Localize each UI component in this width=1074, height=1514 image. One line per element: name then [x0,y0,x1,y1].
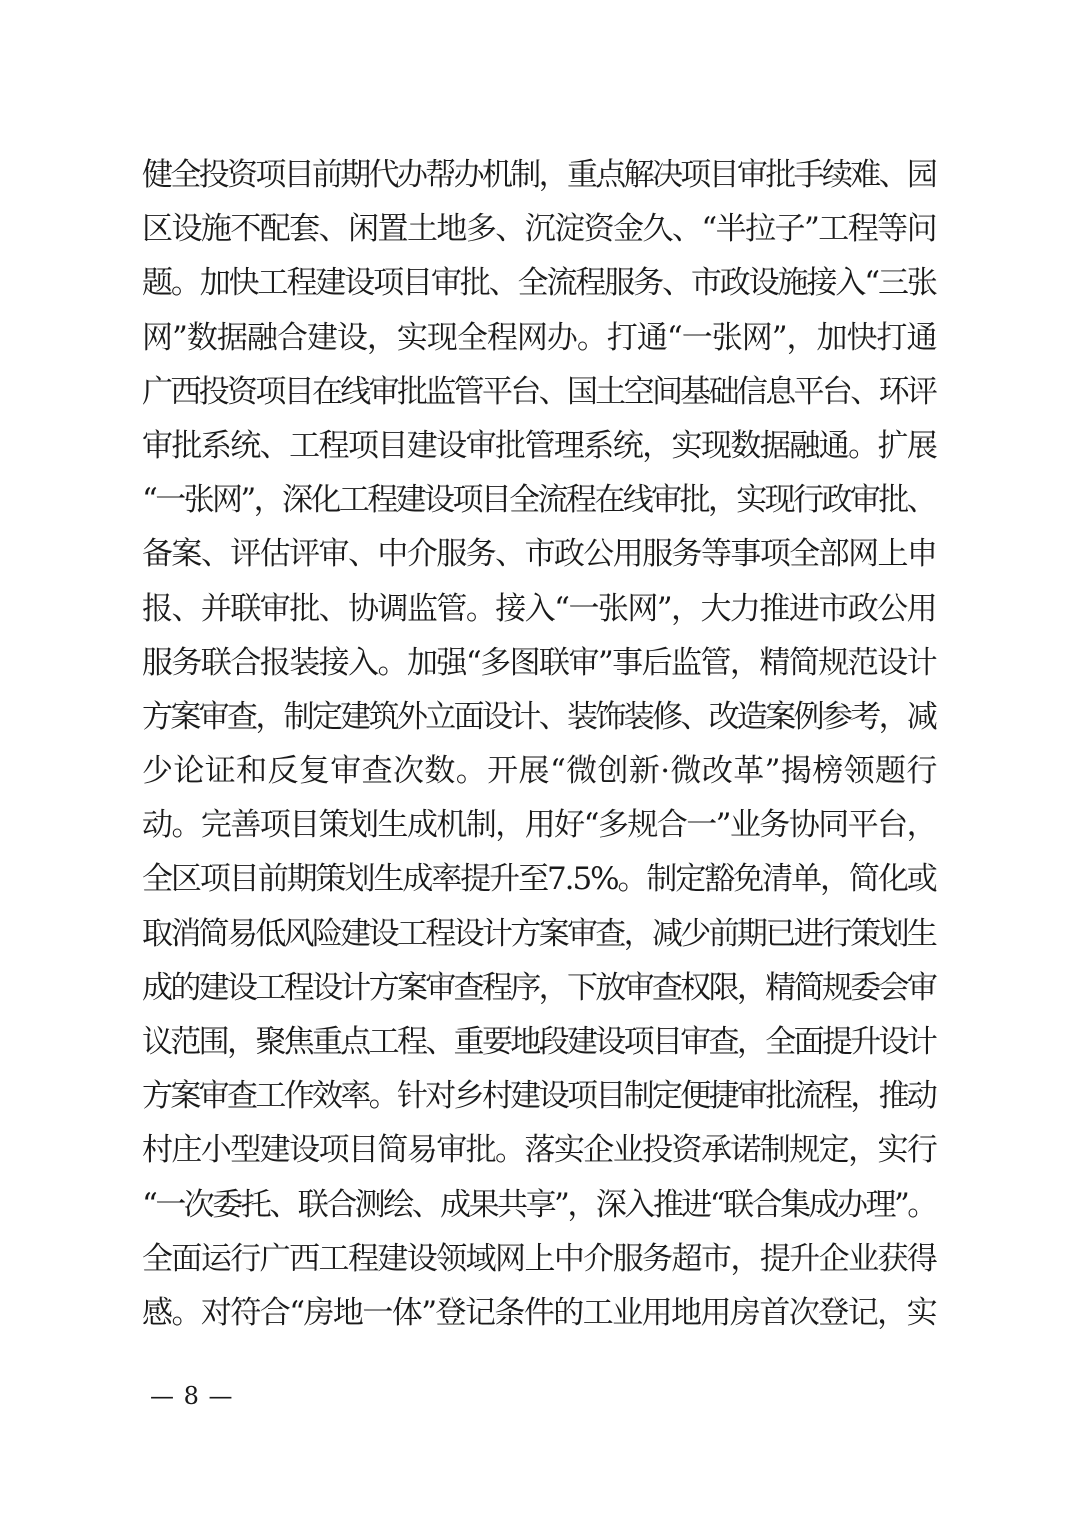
text-line: “一次委托、联合测绘、成果共享”，深入推进“联合集成办理”。 [142,1186,936,1223]
text-line: 少论证和反复审查次数。开展“微创新·微改革”揭榜领题行 [142,753,938,790]
text-line: 报、并联审批、协调监管。接入“一张网”，大力推进市政公用 [142,590,937,627]
text-line: 健全投资项目前期代办帮办机制，重点解决项目审批手续难、园 [142,157,936,193]
text-line: 网”数据融合建设，实现全程网办。打通“一张网”，加快打通 [142,319,937,356]
text-line: 感。对符合“房地一体”登记条件的工业用地用房首次登记，实 [142,1294,937,1331]
text-line: 题。加快工程建设项目审批、全流程服务、市政设施接入“三张 [142,265,936,302]
text-line: 方案审查工作效率。针对乡村建设项目制定便捷审批流程，推动 [142,1078,936,1115]
text-line: 议范围，聚焦重点工程、重要地段建设项目审查，全面提升设计 [142,1024,936,1060]
text-line: “一张网”，深化工程建设项目全流程在线审批，实现行政审批、 [142,482,936,519]
text-line: 区设施不配套、闲置土地多、沉淀资金久、“半拉子”工程等问 [142,211,937,248]
text-line: 审批系统、工程项目建设审批管理系统，实现数据融通。扩展 [142,427,937,464]
text-line: 取消简易低风险建设工程设计方案审查，减少前期已进行策划生 [142,915,936,952]
text-line: 备案、评估评审、中介服务、市政公用服务等事项全部网上申 [142,536,937,573]
page-number: — 8 — [150,1382,234,1410]
text-line: 服务联合报装接入。加强“多图联审”事后监管，精简规范设计 [142,644,937,681]
text-line: 广西投资项目在线审批监管平台、国土空间基础信息平台、环评 [142,373,936,410]
text-line: 村庄小型建设项目简易审批。落实企业投资承诺制规定，实行 [142,1132,937,1169]
text-line: 动。完善项目策划生成机制，用好“多规合一”业务协同平台， [142,807,937,844]
text-line: 全面运行广西工程建设领域网上中介服务超市，提升企业获得 [142,1240,937,1277]
text-line: 方案审查，制定建筑外立面设计、装饰装修、改造案例参考，减 [142,698,936,735]
text-line: 成的建设工程设计方案审查程序，下放审查权限，精简规委会审 [142,969,936,1006]
body-text [142,148,938,1340]
text-line: 全区项目前期策划生成率提升至7.5%。制定豁免清单，简化或 [142,861,936,898]
